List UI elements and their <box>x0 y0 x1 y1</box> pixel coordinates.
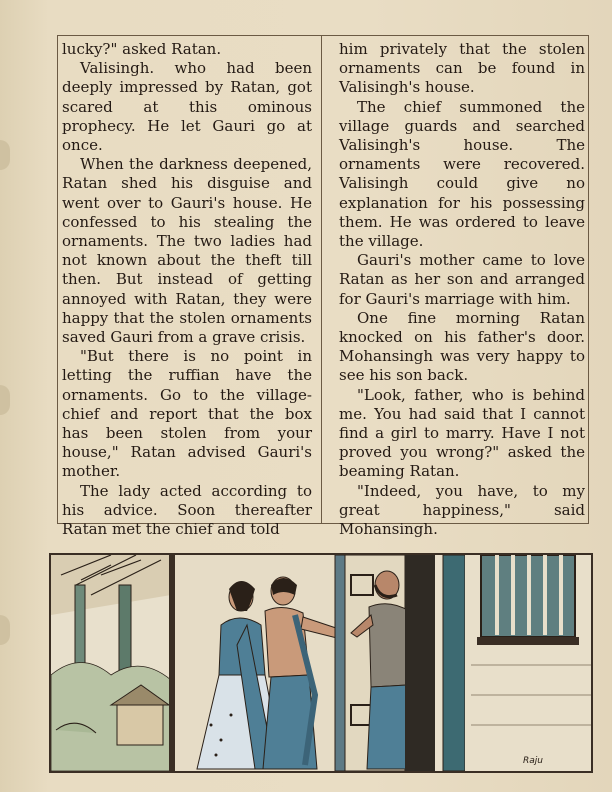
paragraph: him privately that the stolen ornaments can be found in Valisingh's house. <box>339 40 585 97</box>
pillar <box>443 555 465 771</box>
artist-signature: Raju <box>523 756 543 766</box>
paragraph: "Look, father, who is behind me. You had said that I cannot find a girl to marry. Have I not proved you wrong?" asked the beaming Ratan. <box>339 385 585 481</box>
paragraph: "Indeed, you have, to my great happiness," said Mohansingh. <box>339 481 585 539</box>
pillar <box>405 555 435 771</box>
paragraph: The chief summoned the village guards and searched Valisingh's house. The ornaments were recovered. Valisingh could give no explanation for his possessing them. He was ordered to leave the village. <box>339 97 585 251</box>
story-column-left <box>62 40 312 539</box>
column-divider <box>321 35 322 524</box>
outdoor-scene <box>51 555 171 771</box>
paragraph: Gauri's mother came to love Ratan as her son and arranged for Gauri's marriage with him. <box>339 251 585 308</box>
paragraph: When the darkness deepened, Ratan shed his disguise and went over to Gauri's house. He confessed to his stealing the ornaments. The two ladies had not known about the theft till then. But instead of getting annoyed with Ratan, they were happy that the stolen ornaments saved Gauri from a grave crisis. <box>62 155 312 347</box>
door-frame <box>169 555 175 771</box>
paragraph: One fine morning Ratan knocked on his father's door. Mohansingh was very happy to see his son back. <box>339 308 585 385</box>
story-illustration <box>49 553 593 773</box>
door-post <box>335 555 345 771</box>
paragraph: The lady acted according to his advice. Soon thereafter Ratan met the chief and told <box>62 481 312 539</box>
paragraph: Valisingh. who had been deeply impressed by Ratan, got scared at this ominous prophecy. He let Gauri go at once. <box>62 59 312 155</box>
page-edge-mark <box>0 615 10 645</box>
page-edge-mark <box>0 385 10 415</box>
story-column-right <box>339 40 585 539</box>
paragraph: "But there is no point in letting the ruffian have the ornaments. Go to the village-chief and report that the box has been stolen from your house," Ratan advised Gauri's mother. <box>62 347 312 481</box>
paragraph: lucky?" asked Ratan. <box>62 40 222 58</box>
page-edge-mark <box>0 140 10 170</box>
